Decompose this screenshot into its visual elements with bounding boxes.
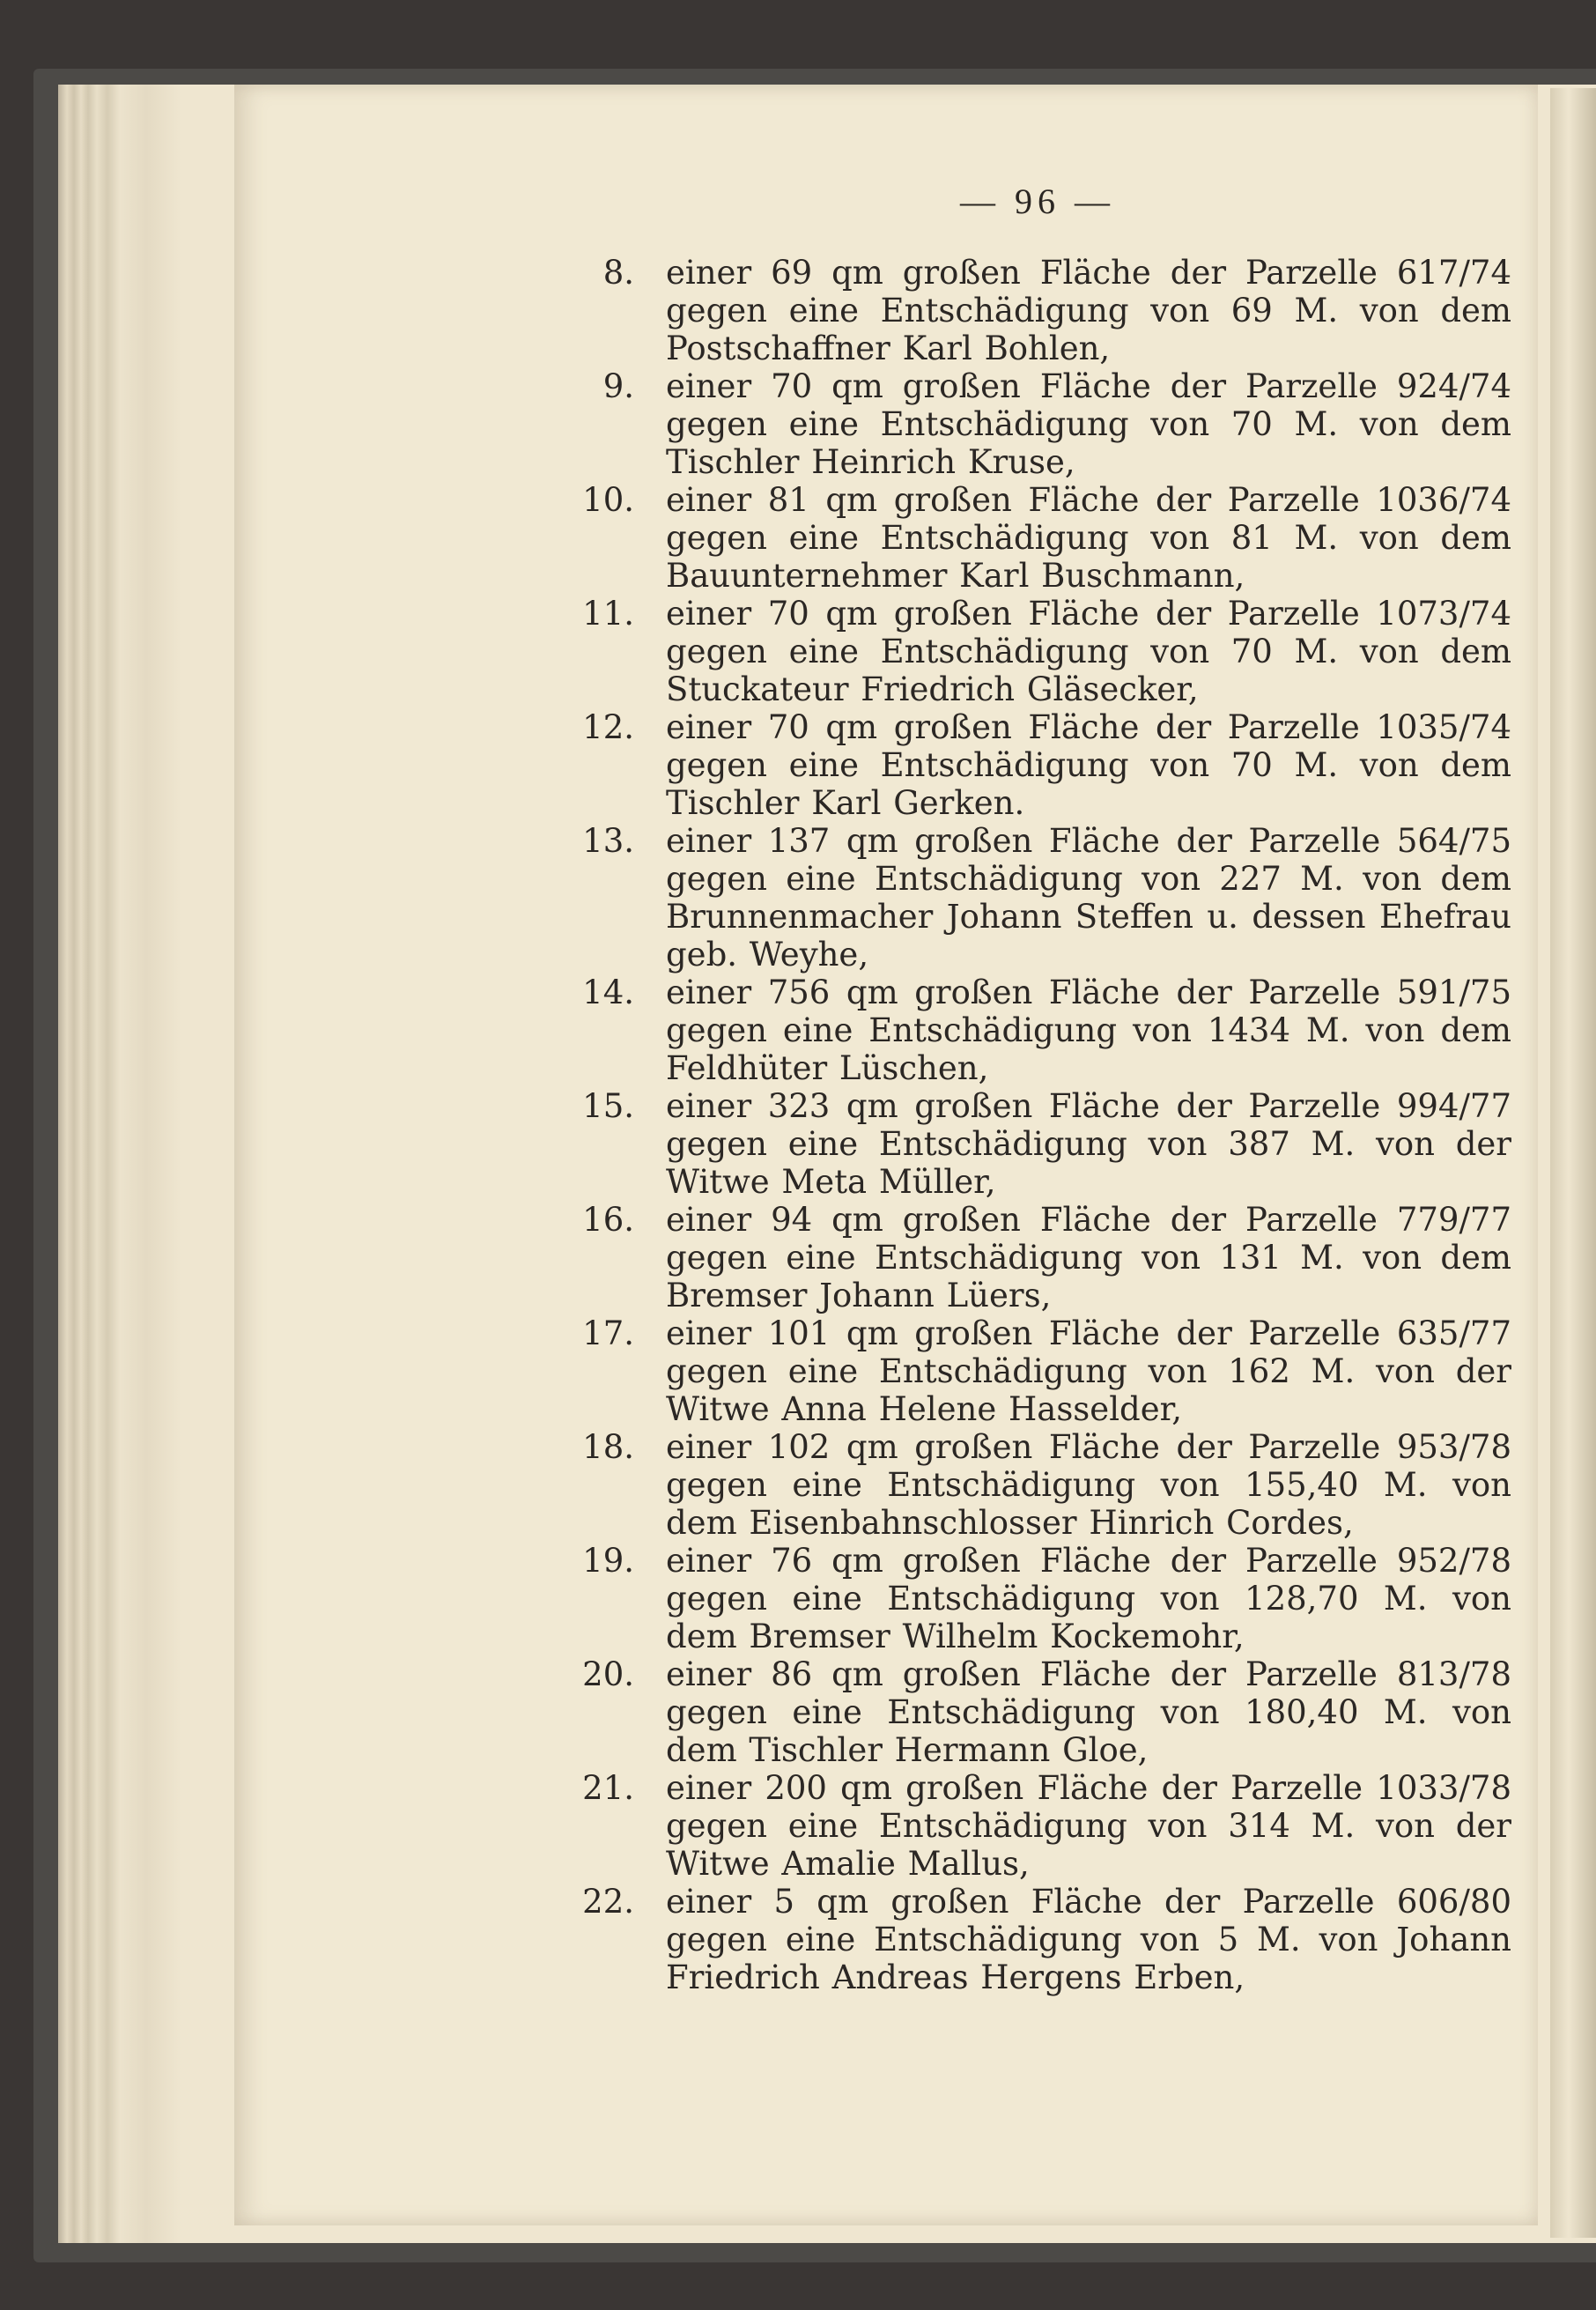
list-item	[0, 708, 1596, 822]
entry-text: einer 5 qm großen Fläche der Parzelle 606/80 gegen eine Entschädigung von 5 M. von Johann Friedrich Andreas Hergens Erben,	[666, 1883, 1511, 1996]
list-item	[0, 1201, 1596, 1314]
entry-number: 21.	[582, 1769, 634, 1807]
entry-text: einer 137 qm großen Fläche der Parzelle 564/75 gegen eine Entschädigung von 227 M. von dem Brunnenmacher Johann Steffen u. dessen Ehefrau geb. Weyhe,	[666, 822, 1511, 974]
list-item	[0, 367, 1596, 481]
entry-text: einer 69 qm großen Fläche der Parzelle 617/74 gegen eine Entschädigung von 69 M. von dem Postschaffner Karl Bohlen,	[666, 254, 1511, 367]
list-item	[0, 822, 1596, 974]
list-item	[0, 1542, 1596, 1655]
entry-number: 22.	[582, 1883, 634, 1921]
list-item	[0, 1087, 1596, 1201]
entry-number: 10.	[582, 481, 634, 519]
page-number-header: — 96 —	[960, 181, 1115, 221]
entry-text: einer 101 qm großen Fläche der Parzelle 635/77 gegen eine Entschädigung von 162 M. von der Witwe Anna Helene Hasselder,	[666, 1314, 1511, 1428]
entry-text: einer 94 qm großen Fläche der Parzelle 779/77 gegen eine Entschädigung von 131 M. von dem Bremser Johann Lüers,	[666, 1201, 1511, 1314]
entry-number: 9.	[602, 367, 634, 405]
entry-number: 17.	[582, 1314, 634, 1352]
entry-text: einer 81 qm großen Fläche der Parzelle 1036/74 gegen eine Entschädigung von 81 M. von dem Bauunternehmer Karl Buschmann,	[666, 481, 1511, 595]
entry-number: 15.	[582, 1087, 634, 1125]
entry-text: einer 70 qm großen Fläche der Parzelle 1073/74 gegen eine Entschädigung von 70 M. von dem Stuckateur Friedrich Gläsecker,	[666, 595, 1511, 708]
entry-text: einer 102 qm großen Fläche der Parzelle 953/78 gegen eine Entschädigung von 155,40 M. von dem Eisenbahnschlosser Hinrich Cordes,	[666, 1428, 1511, 1542]
entry-number: 19.	[582, 1542, 634, 1580]
entry-number: 11.	[582, 595, 634, 633]
list-item	[0, 595, 1596, 708]
entry-number: 14.	[582, 974, 634, 1011]
entry-text: einer 323 qm großen Fläche der Parzelle 994/77 gegen eine Entschädigung von 387 M. von der Witwe Meta Müller,	[666, 1087, 1511, 1201]
entry-number: 18.	[582, 1428, 634, 1466]
entry-number: 20.	[582, 1655, 634, 1693]
list-item	[0, 1428, 1596, 1542]
list-item	[0, 1655, 1596, 1769]
entry-text: einer 76 qm großen Fläche der Parzelle 952/78 gegen eine Entschädigung von 128,70 M. von dem Bremser Wilhelm Kockemohr,	[666, 1542, 1511, 1655]
list-item	[0, 1883, 1596, 1996]
entry-text: einer 70 qm großen Fläche der Parzelle 924/74 gegen eine Entschädigung von 70 M. von dem Tischler Heinrich Kruse,	[666, 367, 1511, 481]
list-item	[0, 254, 1596, 367]
entry-text: einer 70 qm großen Fläche der Parzelle 1035/74 gegen eine Entschädigung von 70 M. von dem Tischler Karl Gerken.	[666, 708, 1511, 822]
entry-list	[0, 254, 1596, 1996]
entry-text: einer 756 qm großen Fläche der Parzelle 591/75 gegen eine Entschädigung von 1434 M. von dem Feldhüter Lüschen,	[666, 974, 1511, 1087]
entry-number: 16.	[582, 1201, 634, 1239]
entry-number: 13.	[582, 822, 634, 860]
entry-text: einer 86 qm großen Fläche der Parzelle 813/78 gegen eine Entschädigung von 180,40 M. von dem Tischler Hermann Gloe,	[666, 1655, 1511, 1769]
list-item	[0, 1769, 1596, 1883]
entry-text: einer 200 qm großen Fläche der Parzelle 1033/78 gegen eine Entschädigung von 314 M. von der Witwe Amalie Mallus,	[666, 1769, 1511, 1883]
list-item	[0, 1314, 1596, 1428]
list-item	[0, 974, 1596, 1087]
entry-number: 8.	[602, 254, 634, 292]
entry-number: 12.	[582, 708, 634, 746]
list-item	[0, 481, 1596, 595]
